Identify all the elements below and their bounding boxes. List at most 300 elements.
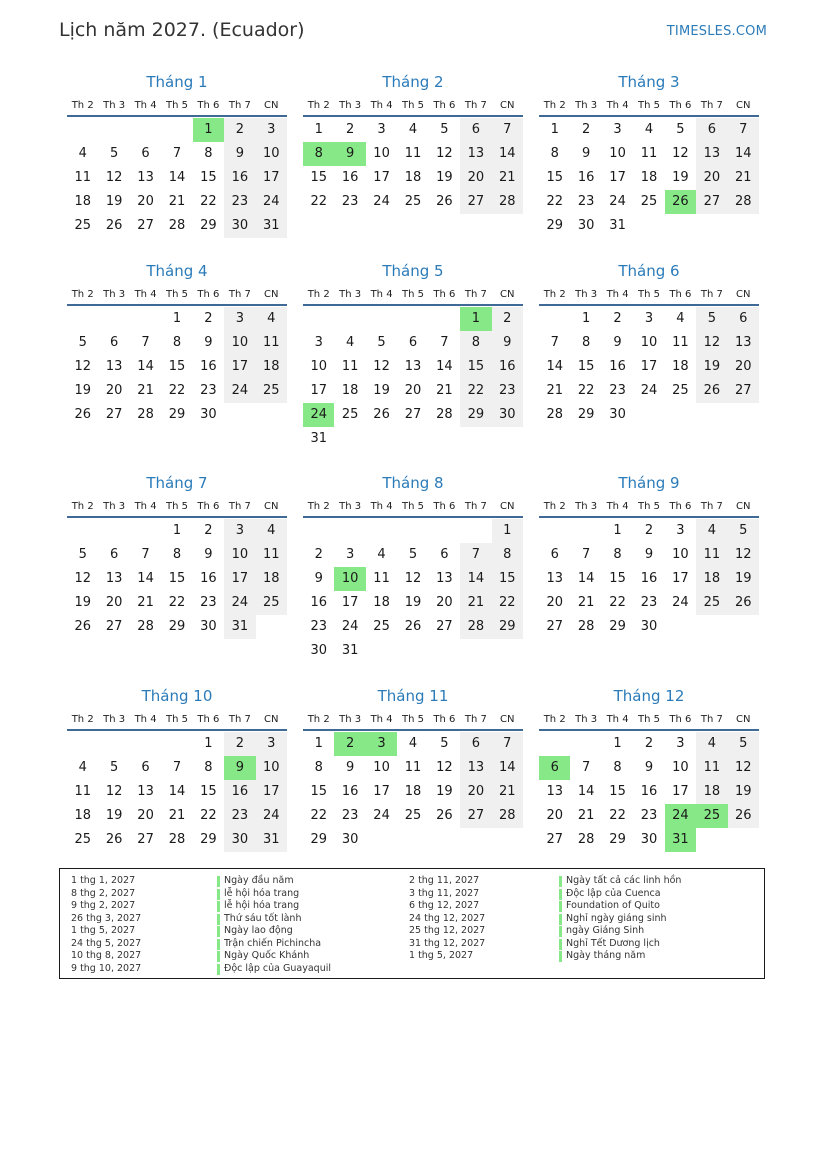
day-cell[interactable]: 20: [137, 194, 154, 209]
day-cell[interactable]: 1: [204, 736, 213, 751]
day-cell[interactable]: 4: [696, 732, 727, 756]
day-cell[interactable]: 4: [377, 547, 386, 562]
day-cell[interactable]: 27: [137, 218, 154, 233]
day-cell[interactable]: 24: [373, 808, 390, 823]
day-cell[interactable]: 19: [74, 595, 91, 610]
day-cell[interactable]: 31: [341, 643, 359, 658]
day-cell[interactable]: 2: [224, 118, 255, 142]
day-cell[interactable]: 24: [256, 804, 287, 828]
day-cell[interactable]: 23: [640, 595, 658, 610]
day-cell[interactable]: 12: [105, 784, 123, 799]
day-cell[interactable]: 7: [141, 547, 150, 562]
day-cell[interactable]: 1: [172, 523, 182, 538]
day-cell[interactable]: 4: [644, 122, 654, 137]
day-cell[interactable]: 12: [696, 331, 727, 355]
day-cell[interactable]: 22: [310, 194, 327, 209]
holiday-day-cell[interactable]: 9: [224, 756, 255, 780]
day-cell[interactable]: 14: [492, 756, 523, 780]
day-cell[interactable]: 2: [581, 122, 591, 137]
day-cell[interactable]: 15: [460, 355, 491, 379]
day-cell[interactable]: 8: [550, 146, 559, 161]
day-cell[interactable]: 8: [613, 760, 622, 775]
day-cell[interactable]: 14: [168, 170, 186, 185]
day-cell[interactable]: 3: [224, 519, 255, 543]
day-cell[interactable]: 15: [492, 567, 523, 591]
day-cell[interactable]: 16: [224, 166, 255, 190]
day-cell[interactable]: 6: [696, 118, 727, 142]
day-cell[interactable]: 17: [672, 571, 689, 586]
day-cell[interactable]: 3: [377, 122, 386, 137]
day-cell[interactable]: 25: [373, 619, 390, 634]
day-cell[interactable]: 11: [696, 756, 727, 780]
day-cell[interactable]: 6: [109, 335, 119, 350]
day-cell[interactable]: 2: [204, 523, 213, 538]
day-cell[interactable]: 24: [609, 194, 626, 209]
day-cell[interactable]: 6: [460, 118, 491, 142]
day-cell[interactable]: 17: [609, 170, 626, 185]
day-cell[interactable]: 26: [436, 194, 453, 209]
day-cell[interactable]: 8: [492, 543, 523, 567]
day-cell[interactable]: 4: [256, 307, 287, 331]
day-cell[interactable]: 14: [436, 359, 453, 374]
day-cell[interactable]: 7: [172, 146, 182, 161]
day-cell[interactable]: 18: [373, 595, 390, 610]
day-cell[interactable]: 13: [436, 571, 453, 586]
day-cell[interactable]: 12: [436, 760, 453, 775]
day-cell[interactable]: 28: [168, 832, 186, 847]
day-cell[interactable]: 27: [696, 190, 727, 214]
day-cell[interactable]: 25: [74, 218, 91, 233]
day-cell[interactable]: 30: [224, 214, 255, 238]
day-cell[interactable]: 17: [310, 383, 327, 398]
day-cell[interactable]: 21: [137, 383, 154, 398]
day-cell[interactable]: 4: [408, 122, 418, 137]
day-cell[interactable]: 1: [613, 736, 622, 751]
day-cell[interactable]: 30: [224, 828, 255, 852]
day-cell[interactable]: 18: [696, 780, 727, 804]
day-cell[interactable]: 18: [256, 567, 287, 591]
day-cell[interactable]: 6: [408, 335, 418, 350]
day-cell[interactable]: 2: [613, 311, 622, 326]
day-cell[interactable]: 16: [609, 359, 626, 374]
day-cell[interactable]: 7: [141, 335, 150, 350]
day-cell[interactable]: 28: [546, 407, 563, 422]
day-cell[interactable]: 28: [460, 615, 491, 639]
day-cell[interactable]: 18: [640, 170, 658, 185]
day-cell[interactable]: 6: [460, 732, 491, 756]
day-cell[interactable]: 11: [672, 335, 689, 350]
day-cell[interactable]: 14: [460, 567, 491, 591]
day-cell[interactable]: 7: [728, 118, 759, 142]
day-cell[interactable]: 30: [492, 403, 523, 427]
day-cell[interactable]: 21: [492, 780, 523, 804]
day-cell[interactable]: 7: [172, 760, 182, 775]
day-cell[interactable]: 15: [609, 571, 626, 586]
day-cell[interactable]: 9: [492, 331, 523, 355]
day-cell[interactable]: 25: [696, 591, 727, 615]
day-cell[interactable]: 16: [200, 571, 217, 586]
day-cell[interactable]: 27: [436, 619, 453, 634]
holiday-day-cell[interactable]: 8: [303, 142, 334, 166]
day-cell[interactable]: 16: [341, 784, 359, 799]
day-cell[interactable]: 11: [373, 571, 390, 586]
day-cell[interactable]: 15: [577, 359, 595, 374]
day-cell[interactable]: 13: [546, 784, 563, 799]
day-cell[interactable]: 8: [204, 146, 213, 161]
day-cell[interactable]: 7: [492, 732, 523, 756]
day-cell[interactable]: 30: [341, 832, 359, 847]
day-cell[interactable]: 19: [672, 170, 689, 185]
day-cell[interactable]: 26: [404, 619, 422, 634]
day-cell[interactable]: 20: [546, 808, 563, 823]
day-cell[interactable]: 15: [609, 784, 626, 799]
day-cell[interactable]: 9: [314, 571, 323, 586]
day-cell[interactable]: 15: [310, 784, 327, 799]
day-cell[interactable]: 24: [373, 194, 390, 209]
day-cell[interactable]: 9: [581, 146, 591, 161]
day-cell[interactable]: 14: [492, 142, 523, 166]
day-cell[interactable]: 12: [436, 146, 453, 161]
day-cell[interactable]: 12: [74, 571, 91, 586]
day-cell[interactable]: 22: [200, 808, 217, 823]
day-cell[interactable]: 17: [341, 595, 359, 610]
day-cell[interactable]: 29: [609, 832, 626, 847]
day-cell[interactable]: 22: [168, 383, 186, 398]
day-cell[interactable]: 22: [577, 383, 595, 398]
day-cell[interactable]: 20: [137, 808, 154, 823]
day-cell[interactable]: 15: [200, 784, 217, 799]
day-cell[interactable]: 17: [256, 780, 287, 804]
day-cell[interactable]: 12: [74, 359, 91, 374]
day-cell[interactable]: 10: [310, 359, 327, 374]
day-cell[interactable]: 8: [314, 760, 323, 775]
holiday-day-cell[interactable]: 6: [539, 756, 570, 780]
day-cell[interactable]: 28: [137, 619, 154, 634]
day-cell[interactable]: 30: [640, 619, 658, 634]
day-cell[interactable]: 14: [168, 784, 186, 799]
day-cell[interactable]: 22: [492, 591, 523, 615]
day-cell[interactable]: 9: [345, 760, 355, 775]
day-cell[interactable]: 23: [341, 808, 359, 823]
day-cell[interactable]: 7: [492, 118, 523, 142]
day-cell[interactable]: 29: [168, 619, 186, 634]
day-cell[interactable]: 14: [137, 571, 154, 586]
day-cell[interactable]: 11: [256, 543, 287, 567]
day-cell[interactable]: 21: [728, 166, 759, 190]
day-cell[interactable]: 24: [256, 190, 287, 214]
day-cell[interactable]: 22: [609, 595, 626, 610]
day-cell[interactable]: 5: [109, 146, 119, 161]
day-cell[interactable]: 16: [200, 359, 217, 374]
day-cell[interactable]: 2: [345, 122, 355, 137]
day-cell[interactable]: 21: [460, 591, 491, 615]
day-cell[interactable]: 20: [105, 595, 123, 610]
day-cell[interactable]: 7: [460, 543, 491, 567]
day-cell[interactable]: 26: [373, 407, 390, 422]
day-cell[interactable]: 12: [728, 756, 759, 780]
day-cell[interactable]: 31: [310, 431, 327, 446]
day-cell[interactable]: 13: [460, 756, 491, 780]
day-cell[interactable]: 6: [109, 547, 119, 562]
day-cell[interactable]: 2: [314, 547, 323, 562]
day-cell[interactable]: 29: [546, 218, 563, 233]
day-cell[interactable]: 27: [105, 619, 123, 634]
day-cell[interactable]: 13: [696, 142, 727, 166]
day-cell[interactable]: 27: [460, 190, 491, 214]
day-cell[interactable]: 22: [200, 194, 217, 209]
day-cell[interactable]: 1: [172, 311, 182, 326]
day-cell[interactable]: 3: [256, 118, 287, 142]
day-cell[interactable]: 18: [256, 355, 287, 379]
day-cell[interactable]: 28: [137, 407, 154, 422]
day-cell[interactable]: 29: [200, 218, 217, 233]
holiday-day-cell[interactable]: 2: [334, 732, 365, 756]
day-cell[interactable]: 6: [141, 146, 150, 161]
day-cell[interactable]: 30: [200, 619, 217, 634]
day-cell[interactable]: 18: [672, 359, 689, 374]
day-cell[interactable]: 21: [137, 595, 154, 610]
day-cell[interactable]: 3: [256, 732, 287, 756]
day-cell[interactable]: 6: [550, 547, 559, 562]
day-cell[interactable]: 23: [310, 619, 327, 634]
day-cell[interactable]: 1: [581, 311, 591, 326]
day-cell[interactable]: 18: [404, 170, 422, 185]
day-cell[interactable]: 20: [460, 780, 491, 804]
day-cell[interactable]: 22: [168, 595, 186, 610]
day-cell[interactable]: 29: [460, 403, 491, 427]
day-cell[interactable]: 20: [105, 383, 123, 398]
day-cell[interactable]: 17: [256, 166, 287, 190]
day-cell[interactable]: 18: [74, 194, 91, 209]
day-cell[interactable]: 4: [696, 519, 727, 543]
holiday-day-cell[interactable]: 10: [334, 567, 365, 591]
day-cell[interactable]: 10: [256, 142, 287, 166]
day-cell[interactable]: 11: [74, 784, 91, 799]
day-cell[interactable]: 5: [728, 519, 759, 543]
day-cell[interactable]: 29: [200, 832, 217, 847]
day-cell[interactable]: 1: [314, 122, 323, 137]
day-cell[interactable]: 19: [696, 355, 727, 379]
day-cell[interactable]: 2: [224, 732, 255, 756]
day-cell[interactable]: 10: [373, 146, 390, 161]
day-cell[interactable]: 5: [377, 335, 386, 350]
holiday-day-cell[interactable]: 3: [366, 732, 397, 756]
day-cell[interactable]: 2: [644, 523, 654, 538]
day-cell[interactable]: 25: [404, 194, 422, 209]
day-cell[interactable]: 4: [78, 146, 87, 161]
holiday-day-cell[interactable]: 31: [665, 828, 696, 852]
holiday-day-cell[interactable]: 1: [460, 307, 491, 331]
day-cell[interactable]: 4: [676, 311, 685, 326]
day-cell[interactable]: 23: [200, 383, 217, 398]
day-cell[interactable]: 16: [640, 571, 658, 586]
day-cell[interactable]: 9: [613, 335, 622, 350]
day-cell[interactable]: 18: [341, 383, 359, 398]
day-cell[interactable]: 27: [546, 619, 563, 634]
day-cell[interactable]: 30: [609, 407, 626, 422]
day-cell[interactable]: 23: [341, 194, 359, 209]
day-cell[interactable]: 5: [78, 547, 87, 562]
day-cell[interactable]: 17: [224, 567, 255, 591]
day-cell[interactable]: 24: [672, 595, 689, 610]
day-cell[interactable]: 27: [546, 832, 563, 847]
day-cell[interactable]: 20: [404, 383, 422, 398]
day-cell[interactable]: 12: [672, 146, 689, 161]
day-cell[interactable]: 28: [168, 218, 186, 233]
day-cell[interactable]: 11: [256, 331, 287, 355]
day-cell[interactable]: 21: [492, 166, 523, 190]
day-cell[interactable]: 29: [310, 832, 327, 847]
day-cell[interactable]: 23: [640, 808, 658, 823]
day-cell[interactable]: 11: [74, 170, 91, 185]
day-cell[interactable]: 30: [577, 218, 595, 233]
day-cell[interactable]: 26: [728, 591, 759, 615]
day-cell[interactable]: 20: [436, 595, 453, 610]
day-cell[interactable]: 3: [224, 307, 255, 331]
day-cell[interactable]: 21: [436, 383, 453, 398]
day-cell[interactable]: 8: [204, 760, 213, 775]
day-cell[interactable]: 11: [404, 146, 422, 161]
day-cell[interactable]: 17: [672, 784, 689, 799]
day-cell[interactable]: 19: [436, 784, 453, 799]
day-cell[interactable]: 13: [728, 331, 759, 355]
day-cell[interactable]: 23: [492, 379, 523, 403]
day-cell[interactable]: 10: [224, 331, 255, 355]
day-cell[interactable]: 4: [256, 519, 287, 543]
day-cell[interactable]: 26: [105, 218, 123, 233]
day-cell[interactable]: 16: [492, 355, 523, 379]
day-cell[interactable]: 6: [728, 307, 759, 331]
day-cell[interactable]: 7: [440, 335, 449, 350]
day-cell[interactable]: 12: [728, 543, 759, 567]
day-cell[interactable]: 13: [460, 142, 491, 166]
day-cell[interactable]: 25: [640, 194, 658, 209]
day-cell[interactable]: 14: [577, 784, 595, 799]
day-cell[interactable]: 19: [728, 567, 759, 591]
day-cell[interactable]: 27: [105, 407, 123, 422]
day-cell[interactable]: 20: [696, 166, 727, 190]
day-cell[interactable]: 22: [310, 808, 327, 823]
day-cell[interactable]: 9: [644, 760, 654, 775]
day-cell[interactable]: 10: [373, 760, 390, 775]
day-cell[interactable]: 10: [256, 756, 287, 780]
day-cell[interactable]: 25: [404, 808, 422, 823]
day-cell[interactable]: 10: [609, 146, 626, 161]
day-cell[interactable]: 27: [137, 832, 154, 847]
day-cell[interactable]: 5: [440, 736, 449, 751]
day-cell[interactable]: 19: [373, 383, 390, 398]
day-cell[interactable]: 3: [345, 547, 355, 562]
day-cell[interactable]: 20: [728, 355, 759, 379]
holiday-day-cell[interactable]: 26: [665, 190, 696, 214]
day-cell[interactable]: 31: [224, 615, 255, 639]
day-cell[interactable]: 22: [609, 808, 626, 823]
day-cell[interactable]: 22: [546, 194, 563, 209]
day-cell[interactable]: 12: [105, 170, 123, 185]
day-cell[interactable]: 19: [728, 780, 759, 804]
day-cell[interactable]: 23: [224, 190, 255, 214]
day-cell[interactable]: 15: [546, 170, 563, 185]
day-cell[interactable]: 3: [644, 311, 654, 326]
day-cell[interactable]: 2: [492, 307, 523, 331]
day-cell[interactable]: 8: [460, 331, 491, 355]
day-cell[interactable]: 26: [728, 804, 759, 828]
day-cell[interactable]: 17: [640, 359, 658, 374]
brand-link[interactable]: TIMESLES.COM: [666, 24, 767, 39]
day-cell[interactable]: 3: [314, 335, 323, 350]
day-cell[interactable]: 30: [310, 643, 327, 658]
day-cell[interactable]: 29: [168, 407, 186, 422]
day-cell[interactable]: 24: [224, 591, 255, 615]
day-cell[interactable]: 5: [676, 122, 685, 137]
day-cell[interactable]: 21: [577, 595, 595, 610]
day-cell[interactable]: 6: [141, 760, 150, 775]
day-cell[interactable]: 11: [404, 760, 422, 775]
day-cell[interactable]: 20: [546, 595, 563, 610]
day-cell[interactable]: 5: [440, 122, 449, 137]
day-cell[interactable]: 16: [224, 780, 255, 804]
day-cell[interactable]: 7: [550, 335, 559, 350]
holiday-day-cell[interactable]: 25: [696, 804, 727, 828]
day-cell[interactable]: 21: [577, 808, 595, 823]
day-cell[interactable]: 21: [168, 194, 186, 209]
day-cell[interactable]: 26: [105, 832, 123, 847]
day-cell[interactable]: 13: [404, 359, 422, 374]
day-cell[interactable]: 5: [696, 307, 727, 331]
day-cell[interactable]: 21: [168, 808, 186, 823]
day-cell[interactable]: 8: [613, 547, 622, 562]
day-cell[interactable]: 24: [341, 619, 359, 634]
day-cell[interactable]: 25: [341, 407, 359, 422]
day-cell[interactable]: 17: [373, 170, 390, 185]
day-cell[interactable]: 1: [492, 519, 523, 543]
day-cell[interactable]: 21: [546, 383, 563, 398]
day-cell[interactable]: 13: [137, 170, 154, 185]
day-cell[interactable]: 23: [224, 804, 255, 828]
day-cell[interactable]: 5: [78, 335, 87, 350]
day-cell[interactable]: 5: [408, 547, 418, 562]
day-cell[interactable]: 2: [204, 311, 213, 326]
day-cell[interactable]: 9: [224, 142, 255, 166]
day-cell[interactable]: 25: [74, 832, 91, 847]
day-cell[interactable]: 4: [408, 736, 418, 751]
day-cell[interactable]: 29: [609, 619, 626, 634]
day-cell[interactable]: 28: [492, 804, 523, 828]
holiday-day-cell[interactable]: 24: [665, 804, 696, 828]
day-cell[interactable]: 9: [644, 547, 654, 562]
day-cell[interactable]: 13: [105, 359, 123, 374]
day-cell[interactable]: 26: [74, 619, 91, 634]
day-cell[interactable]: 28: [577, 619, 595, 634]
day-cell[interactable]: 18: [404, 784, 422, 799]
day-cell[interactable]: 23: [200, 595, 217, 610]
day-cell[interactable]: 14: [137, 359, 154, 374]
day-cell[interactable]: 10: [224, 543, 255, 567]
day-cell[interactable]: 17: [373, 784, 390, 799]
day-cell[interactable]: 31: [256, 828, 287, 852]
day-cell[interactable]: 19: [105, 194, 123, 209]
day-cell[interactable]: 30: [200, 407, 217, 422]
holiday-day-cell[interactable]: 24: [303, 403, 334, 427]
day-cell[interactable]: 19: [105, 808, 123, 823]
day-cell[interactable]: 1: [550, 122, 559, 137]
day-cell[interactable]: 8: [581, 335, 591, 350]
day-cell[interactable]: 20: [460, 166, 491, 190]
day-cell[interactable]: 13: [105, 571, 123, 586]
day-cell[interactable]: 11: [696, 543, 727, 567]
day-cell[interactable]: 3: [676, 523, 685, 538]
day-cell[interactable]: 9: [204, 547, 213, 562]
